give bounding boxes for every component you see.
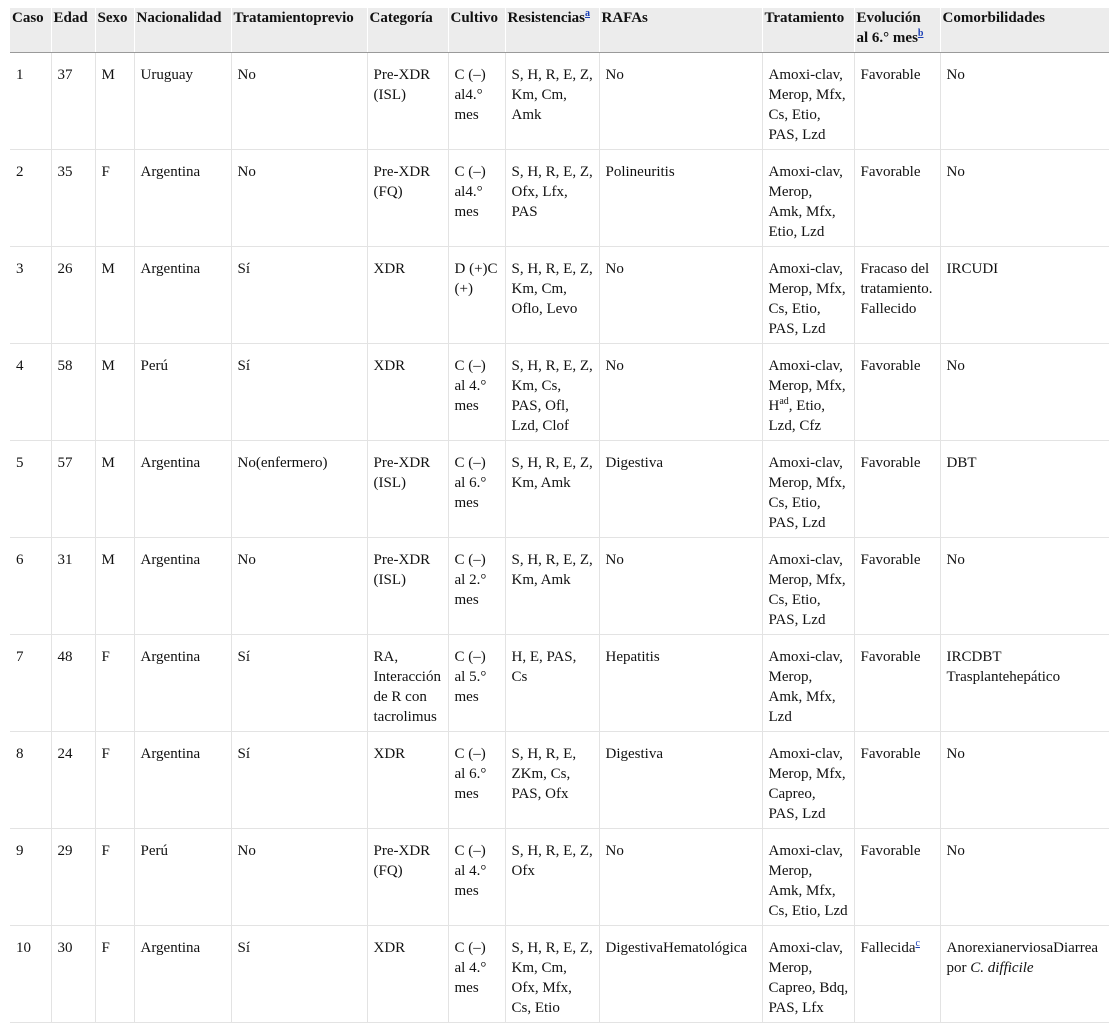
cell-rafas: No	[599, 829, 762, 926]
cell-resistencias: H, E, PAS, Cs	[505, 635, 599, 732]
cell-tratamiento-previo: Sí	[231, 732, 367, 829]
table-row	[10, 53, 1109, 150]
cell-cultivo: C (–) al 4.° mes	[448, 344, 505, 441]
cell-sexo: F	[95, 829, 134, 926]
cell-nacionalidad: Argentina	[134, 538, 231, 635]
table-row	[10, 538, 1109, 635]
cell-tratamiento: Amoxi-clav, Merop, Amk, Mfx, Lzd	[762, 635, 854, 732]
cell-tratamiento-previo: Sí	[231, 344, 367, 441]
cell-edad: 29	[51, 829, 95, 926]
cell-tratamiento: Amoxi-clav, Merop, Mfx, Cs, Etio, PAS, Lzd	[762, 247, 854, 344]
header-evolucion-line1: Evolución	[856, 10, 921, 26]
cell-sexo: M	[95, 53, 134, 150]
cell-resistencias: S, H, R, E, Z, Km, Cm, Oflo, Levo	[505, 247, 599, 344]
cell-resistencias: S, H, R, E, Z, Km, Cs, PAS, Ofl, Lzd, Clof	[505, 344, 599, 441]
header-tratamiento: Tratamiento	[762, 8, 854, 53]
cell-resistencias: S, H, R, E, Z, Ofx	[505, 829, 599, 926]
cell-categoria: XDR	[367, 344, 448, 441]
cell-cultivo: C (–) al4.° mes	[448, 150, 505, 247]
cell-tratamiento-previo: No(enfermero)	[231, 441, 367, 538]
cell-edad: 48	[51, 635, 95, 732]
cell-comorbilidades-italic: C. difficile	[970, 960, 1034, 976]
cell-tratamiento: Amoxi-clav, Merop, Mfx, Cs, Etio, PAS, Lzd	[762, 538, 854, 635]
cell-cultivo: C (–) al4.° mes	[448, 53, 505, 150]
cell-tratamiento: Amoxi-clav, Merop, Amk, Mfx, Cs, Etio, Lzd	[762, 829, 854, 926]
footnote-link-c[interactable]: c	[915, 938, 920, 949]
header-tratamiento-previo: Tratamientoprevio	[231, 8, 367, 53]
cell-sexo: M	[95, 247, 134, 344]
cell-comorbilidades-text: AnorexianerviosaDiarrea por	[946, 940, 1099, 976]
cell-sexo: F	[95, 150, 134, 247]
table-row	[10, 247, 1109, 344]
cell-tratamiento: Amoxi-clav, Merop, Capreo, Bdq, PAS, Lfx	[762, 926, 854, 1023]
cell-cultivo: C (–) al 4.° mes	[448, 829, 505, 926]
cell-categoria: RA, Interacción de R con tacrolimus	[367, 635, 448, 732]
cell-caso: 4	[10, 344, 51, 441]
cell-cultivo: D (+)C (+)	[448, 247, 505, 344]
cell-resistencias: S, H, R, E, Z, Km, Cm, Amk	[505, 53, 599, 150]
cell-categoria: Pre-XDR (ISL)	[367, 53, 448, 150]
header-resistencias	[505, 8, 599, 53]
cell-sexo: M	[95, 538, 134, 635]
cell-sexo: F	[95, 732, 134, 829]
cell-caso: 1	[10, 53, 51, 150]
cell-evolucion: Favorable	[854, 732, 940, 829]
cell-rafas: Digestiva	[599, 732, 762, 829]
cell-caso: 3	[10, 247, 51, 344]
cell-resistencias: S, H, R, E, Z, Km, Amk	[505, 441, 599, 538]
cell-tratamiento-part2: , Etio, Lzd, Cfz	[768, 398, 826, 434]
header-cultivo: Cultivo	[448, 8, 505, 53]
cell-cultivo: C (–) al 6.° mes	[448, 732, 505, 829]
cell-edad: 57	[51, 441, 95, 538]
cell-evolucion	[854, 926, 940, 1023]
cell-sexo: M	[95, 441, 134, 538]
table-row	[10, 150, 1109, 247]
cell-rafas: No	[599, 344, 762, 441]
cell-tratamiento-previo: Sí	[231, 247, 367, 344]
cell-tratamiento-part1: Amoxi-clav, Merop, Mfx, H	[768, 358, 846, 414]
cell-nacionalidad: Perú	[134, 344, 231, 441]
table-row	[10, 344, 1109, 441]
cell-comorbilidades: IRCDBT Trasplantehepático	[940, 635, 1109, 732]
cell-comorbilidades: No	[940, 538, 1109, 635]
cell-nacionalidad: Uruguay	[134, 53, 231, 150]
table-row	[10, 926, 1109, 1023]
cell-comorbilidades: No	[940, 344, 1109, 441]
cell-rafas: No	[599, 538, 762, 635]
cell-caso: 5	[10, 441, 51, 538]
header-evolucion-line2: al 6.° mes	[856, 30, 918, 46]
cell-nacionalidad: Argentina	[134, 926, 231, 1023]
cell-nacionalidad: Perú	[134, 829, 231, 926]
cell-nacionalidad: Argentina	[134, 247, 231, 344]
cell-tratamiento-previo: No	[231, 829, 367, 926]
cell-cultivo: C (–) al 6.° mes	[448, 441, 505, 538]
cell-evolucion: Fracaso del tratamiento. Fallecido	[854, 247, 940, 344]
cell-comorbilidades	[940, 926, 1109, 1023]
cell-tratamiento: Amoxi-clav, Merop, Mfx, Capreo, PAS, Lzd	[762, 732, 854, 829]
cell-sexo: M	[95, 344, 134, 441]
cell-comorbilidades: No	[940, 829, 1109, 926]
table-wrapper	[10, 8, 1109, 1023]
cell-caso: 9	[10, 829, 51, 926]
cell-tratamiento-sup: ad	[779, 396, 789, 407]
cell-evolucion: Favorable	[854, 538, 940, 635]
cases-table	[10, 8, 1109, 1023]
cell-cultivo: C (–) al 2.° mes	[448, 538, 505, 635]
footnote-link-b[interactable]: b	[917, 28, 924, 39]
cell-evolucion: Favorable	[854, 829, 940, 926]
cell-caso: 10	[10, 926, 51, 1023]
cell-tratamiento-previo: Sí	[231, 926, 367, 1023]
cell-evolucion: Favorable	[854, 635, 940, 732]
cell-cultivo: C (–) al 4.° mes	[448, 926, 505, 1023]
table-row	[10, 635, 1109, 732]
cell-resistencias: S, H, R, E, ZKm, Cs, PAS, Ofx	[505, 732, 599, 829]
cell-caso: 7	[10, 635, 51, 732]
cell-sexo: F	[95, 635, 134, 732]
header-rafas: RAFAs	[599, 8, 762, 53]
cell-evolucion: Favorable	[854, 53, 940, 150]
cell-comorbilidades: No	[940, 53, 1109, 150]
cell-edad: 31	[51, 538, 95, 635]
header-sexo: Sexo	[95, 8, 134, 53]
cell-resistencias: S, H, R, E, Z, Km, Amk	[505, 538, 599, 635]
cell-caso: 2	[10, 150, 51, 247]
cell-tratamiento-previo: No	[231, 150, 367, 247]
cell-rafas: Polineuritis	[599, 150, 762, 247]
header-caso: Caso	[10, 8, 51, 53]
cell-edad: 24	[51, 732, 95, 829]
cell-nacionalidad: Argentina	[134, 732, 231, 829]
cell-tratamiento-previo: No	[231, 53, 367, 150]
table-row	[10, 441, 1109, 538]
cell-rafas: No	[599, 247, 762, 344]
header-nacionalidad: Nacionalidad	[134, 8, 231, 53]
cell-edad: 26	[51, 247, 95, 344]
cell-comorbilidades: No	[940, 150, 1109, 247]
cell-resistencias: S, H, R, E, Z, Ofx, Lfx, PAS	[505, 150, 599, 247]
cell-comorbilidades: No	[940, 732, 1109, 829]
cell-evolucion: Favorable	[854, 344, 940, 441]
cell-evolucion-text: Fallecida	[860, 940, 916, 956]
cell-comorbilidades: IRCUDI	[940, 247, 1109, 344]
footnote-link-a[interactable]: a	[585, 8, 590, 19]
table-row	[10, 732, 1109, 829]
cell-resistencias: S, H, R, E, Z, Km, Cm, Ofx, Mfx, Cs, Etio	[505, 926, 599, 1023]
cell-tratamiento-previo: No	[231, 538, 367, 635]
cell-cultivo: C (–) al 5.° mes	[448, 635, 505, 732]
cell-categoria: Pre-XDR (ISL)	[367, 538, 448, 635]
cell-nacionalidad: Argentina	[134, 441, 231, 538]
cell-caso: 8	[10, 732, 51, 829]
cell-rafas: Hepatitis	[599, 635, 762, 732]
cell-tratamiento: Amoxi-clav, Merop, Amk, Mfx, Etio, Lzd	[762, 150, 854, 247]
cell-categoria: XDR	[367, 732, 448, 829]
cell-rafas: DigestivaHematológica	[599, 926, 762, 1023]
cell-edad: 35	[51, 150, 95, 247]
cell-categoria: XDR	[367, 247, 448, 344]
header-resistencias-label: Resistencias	[507, 10, 585, 26]
cell-tratamiento-previo: Sí	[231, 635, 367, 732]
cell-comorbilidades: DBT	[940, 441, 1109, 538]
cell-categoria: XDR	[367, 926, 448, 1023]
header-comorbilidades: Comorbilidades	[940, 8, 1109, 53]
cell-sexo: F	[95, 926, 134, 1023]
cell-caso: 6	[10, 538, 51, 635]
cell-categoria: Pre-XDR (ISL)	[367, 441, 448, 538]
header-edad: Edad	[51, 8, 95, 53]
cell-rafas: No	[599, 53, 762, 150]
cell-evolucion: Favorable	[854, 441, 940, 538]
cell-evolucion: Favorable	[854, 150, 940, 247]
header-evolucion	[854, 8, 940, 53]
cell-nacionalidad: Argentina	[134, 150, 231, 247]
cell-edad: 37	[51, 53, 95, 150]
table-row	[10, 829, 1109, 926]
cell-rafas: Digestiva	[599, 441, 762, 538]
header-categoria: Categoría	[367, 8, 448, 53]
cell-tratamiento: Amoxi-clav, Merop, Mfx, Cs, Etio, PAS, Lzd	[762, 53, 854, 150]
cell-categoria: Pre-XDR (FQ)	[367, 150, 448, 247]
cell-tratamiento	[762, 344, 854, 441]
cell-edad: 58	[51, 344, 95, 441]
cell-categoria: Pre-XDR (FQ)	[367, 829, 448, 926]
cell-edad: 30	[51, 926, 95, 1023]
cell-nacionalidad: Argentina	[134, 635, 231, 732]
cell-tratamiento: Amoxi-clav, Merop, Mfx, Cs, Etio, PAS, Lzd	[762, 441, 854, 538]
table-header-row	[10, 8, 1109, 53]
